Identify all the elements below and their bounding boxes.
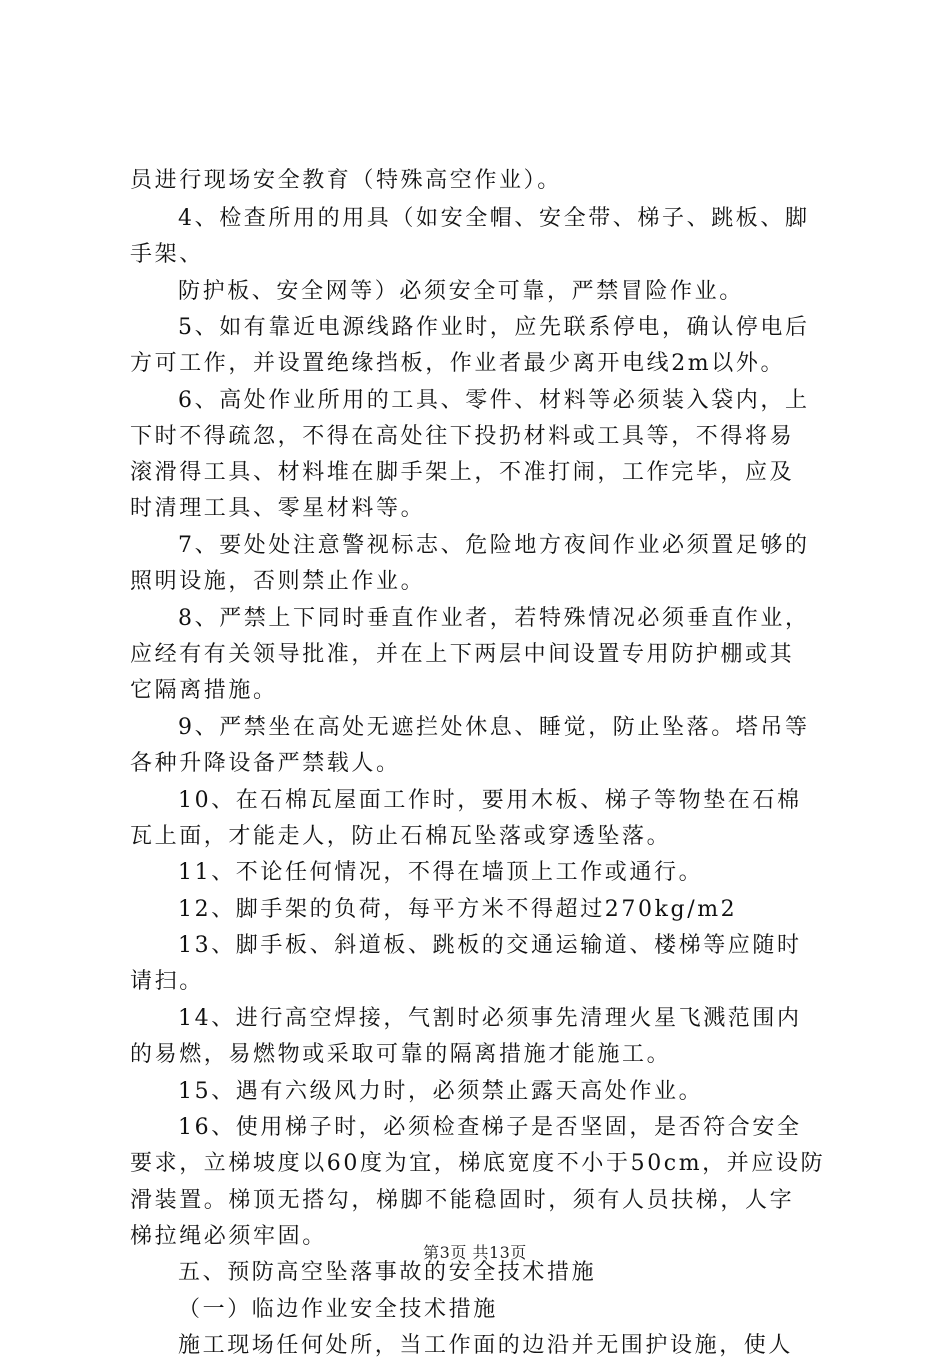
text-line: 16、使用梯子时，必须检查梯子是否坚固，是否符合安全 <box>178 1115 802 1140</box>
text-line: 照明设施，否则禁止作业。 <box>130 569 426 594</box>
text-line: 应经有有关领导批准，并在上下两层中间设置专用防护棚或其 <box>130 642 795 667</box>
text-line: 9、严禁坐在高处无遮拦处休息、睡觉，防止坠落。塔吊等 <box>178 715 810 740</box>
text-line: 7、要处处注意警视标志、危险地方夜间作业必须置足够的 <box>178 533 810 558</box>
text-line: 方可工作，并设置绝缘挡板，作业者最少离开电线2m以外。 <box>130 351 786 376</box>
text-line: 4、检查所用的用具（如安全帽、安全带、梯子、跳板、脚 <box>178 206 810 231</box>
text-line: 14、进行高空焊接，气割时必须事先清理火星飞溅范围内 <box>178 1006 802 1031</box>
text-line: 6、高处作业所用的工具、零件、材料等必须装入袋内，上 <box>178 388 810 413</box>
text-line: 防护板、安全网等）必须安全可靠，严禁冒险作业。 <box>178 279 744 304</box>
text-line: 的易燃，易燃物或采取可靠的隔离措施才能施工。 <box>130 1042 672 1067</box>
text-line: 11、不论任何情况，不得在墙顶上工作或通行。 <box>178 860 704 885</box>
text-line: 时清理工具、零星材料等。 <box>130 496 426 521</box>
text-line: 8、严禁上下同时垂直作业者，若特殊情况必须垂直作业， <box>178 606 810 631</box>
text-line: 请扫。 <box>130 969 204 994</box>
text-line: 瓦上面，才能走人，防止石棉瓦坠落或穿透坠落。 <box>130 824 672 849</box>
text-line: 手架、 <box>130 242 204 267</box>
text-line: 下时不得疏忽，不得在高处往下投扔材料或工具等，不得将易 <box>130 424 795 449</box>
text-line: 员进行现场安全教育（特殊高空作业）。 <box>130 168 562 193</box>
subsection-heading: （一）临边作业安全技术措施 <box>178 1297 498 1322</box>
text-line: 12、脚手架的负荷，每平方米不得超过270kg/m2 <box>178 897 738 922</box>
text-line: 梯拉绳必须牢固。 <box>130 1224 327 1249</box>
text-line: 滑装置。梯顶无搭勾，梯脚不能稳固时，须有人员扶梯，人字 <box>130 1188 795 1213</box>
text-line: 10、在石棉瓦屋面工作时，要用木板、梯子等物垫在石棉 <box>178 788 802 813</box>
text-line: 它隔离措施。 <box>130 678 278 703</box>
text-line: 13、脚手板、斜道板、跳板的交通运输道、楼梯等应随时 <box>178 933 802 958</box>
text-line: 15、遇有六级风力时，必须禁止露天高处作业。 <box>178 1079 704 1104</box>
text-line: 施工现场任何处所，当工作面的边沿并无围护设施，使人 <box>178 1333 794 1358</box>
text-line: 滚滑得工具、材料堆在脚手架上，不准打闹，工作完毕，应及 <box>130 460 795 485</box>
text-line: 各种升降设备严禁载人。 <box>130 751 401 776</box>
section-heading: 五、预防高空坠落事故的安全技术措施 <box>178 1260 597 1285</box>
text-line: 要求，立梯坡度以60度为宜，梯底宽度不小于50cm，并应设防 <box>130 1151 826 1176</box>
page-number-footer: 第3页 共13页 <box>423 1243 527 1262</box>
text-line: 5、如有靠近电源线路作业时，应先联系停电，确认停电后 <box>178 315 810 340</box>
